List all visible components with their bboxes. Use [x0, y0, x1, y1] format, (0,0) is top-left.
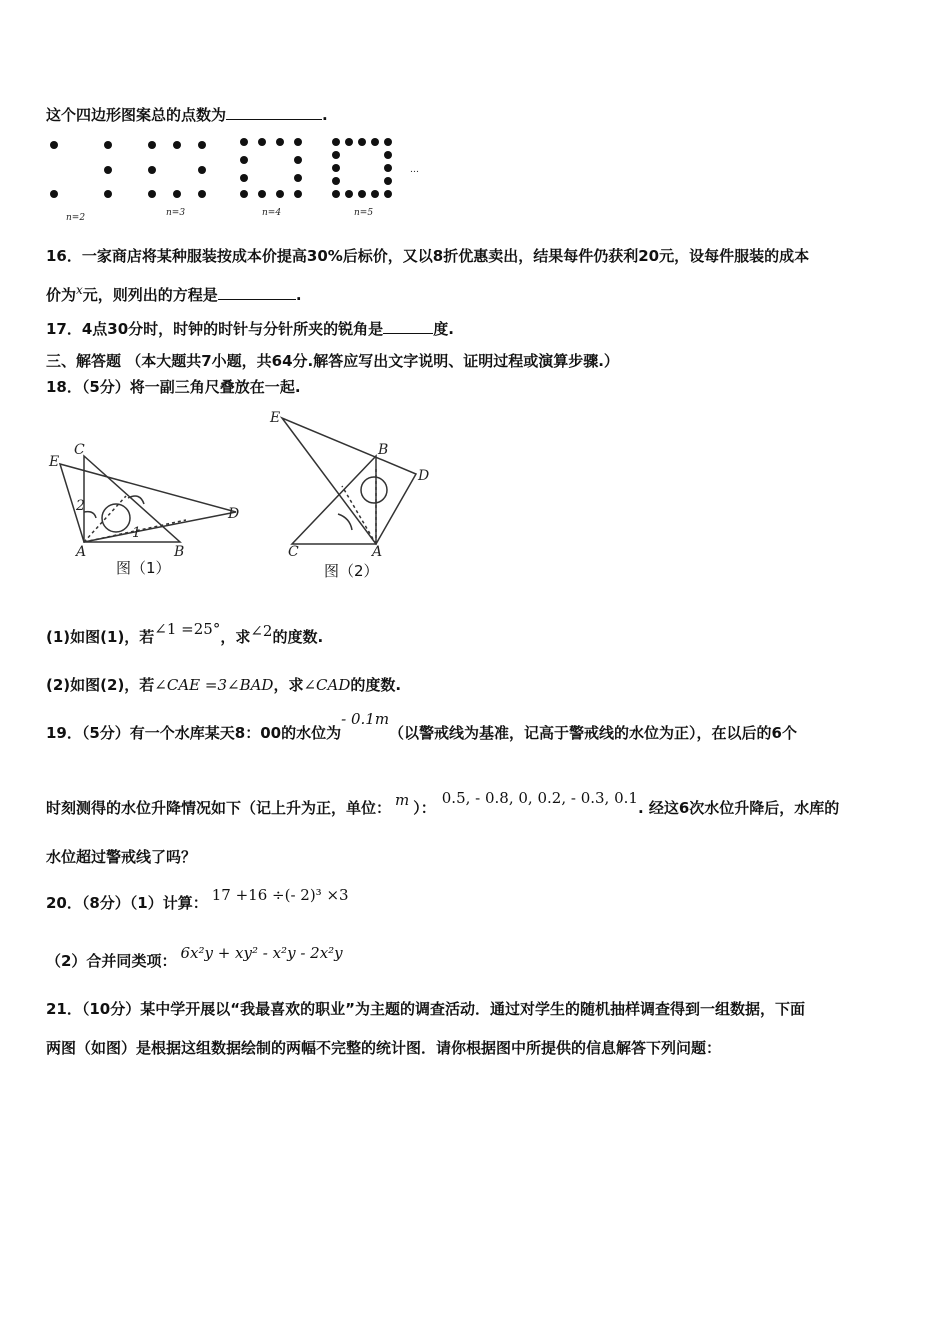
- angle-label: 2: [76, 498, 85, 514]
- point-label: E: [49, 454, 60, 470]
- point-label: C: [74, 442, 85, 458]
- dot-pattern-n3: [104, 141, 112, 198]
- fig2-caption: 图（2）: [324, 562, 379, 580]
- triangle-hole: [361, 477, 387, 503]
- answer-blank: [383, 321, 433, 334]
- pattern-label: n=2: [66, 213, 86, 223]
- point-label: A: [76, 544, 87, 560]
- point-label: C: [288, 544, 299, 560]
- q21-line1: 21．（10分）某中学开展以“我最喜欢的职业”为主题的调查活动．通过对学生的随机抽样调查得到一组数据，下面: [46, 1000, 805, 1018]
- q21-line2: 两图（如图）是根据这组数据绘制的两幅不完整的统计图．请你根据图中所提供的信息解答下列问题：: [46, 1039, 722, 1057]
- dot-pattern-figure: [40, 128, 460, 228]
- q19-line3: 水位超过警戒线了吗？: [46, 848, 197, 866]
- point-label: D: [418, 468, 430, 484]
- dot-pattern-n4: [240, 138, 302, 198]
- triangle-hole-arc: [338, 514, 352, 530]
- pattern-label: n=5: [354, 208, 374, 218]
- q18-part1: (1)如图(1)，若∠1 =25°，求∠2的度数.: [46, 620, 324, 646]
- point-label: D: [228, 506, 240, 522]
- dot-pattern-n3b: [148, 141, 206, 198]
- fig1-caption: 图（1）: [116, 559, 171, 577]
- q16-line2: 价为$^x$元，则列出的方程是 .: [46, 283, 302, 304]
- q18-stem: 18．（5分）将一副三角尺叠放在一起.: [46, 378, 301, 396]
- point-label: B: [174, 544, 185, 560]
- ellipsis: …: [410, 165, 419, 175]
- section-heading: 三、解答题 （本大题共7小题，共64分.解答应写出文字说明、证明过程或演算步骤.）: [46, 352, 619, 370]
- triangle-ead: [282, 418, 416, 544]
- triangle-figure-1: [46, 440, 246, 570]
- answer-blank: [226, 107, 322, 120]
- q18-part2: (2)如图(2)，若∠CAE =3∠BAD，求∠CAD的度数.: [46, 676, 402, 694]
- dot-pattern-n2: [50, 141, 58, 198]
- triangle-aed: [60, 464, 236, 542]
- q15-text: 这个四边形图案总的点数为 .: [46, 106, 328, 124]
- answer-blank: [218, 287, 296, 300]
- angle-arc: [84, 512, 96, 518]
- point-label: B: [378, 442, 389, 458]
- q19-line1: 19．（5分）有一个水库某天8：00的水位为- 0.1m（以警戒线为基准，记高于警戒线的水位为正），在以后的6个: [46, 710, 797, 742]
- point-label: A: [372, 544, 383, 560]
- pattern-label: n=4: [262, 208, 282, 218]
- dotted-line: [342, 486, 376, 544]
- q19-line2: 时刻测得的水位升降情况如下（记上升为正，单位： m ）：0.5, - 0.8, 0, 0.2, - 0.3, 0.1. 经这6次水位升降后，水库的: [46, 789, 840, 817]
- q16-line1: 16．一家商店将某种服装按成本价提高30%后标价，又以8折优惠卖出，结果每件仍获利20元，设每件服装的成本: [46, 247, 810, 265]
- q20-part2: （2）合并同类项： 6x²y + xy² - x²y - 2x²y: [46, 944, 343, 970]
- q20-part1: 20．（8分）（1）计算： 17 +16 ÷(- 2)³ ×3: [46, 886, 349, 912]
- point-label: E: [270, 410, 281, 426]
- angle-label: 1: [132, 525, 141, 541]
- q17-text: 17．4点30分时，时钟的时针与分针所夹的锐角是 度.: [46, 320, 454, 338]
- dot-pattern-n5: [332, 138, 392, 198]
- triangle-cab: [292, 456, 376, 544]
- triangle-figure-2: [266, 406, 436, 560]
- pattern-label: n=3: [166, 208, 186, 218]
